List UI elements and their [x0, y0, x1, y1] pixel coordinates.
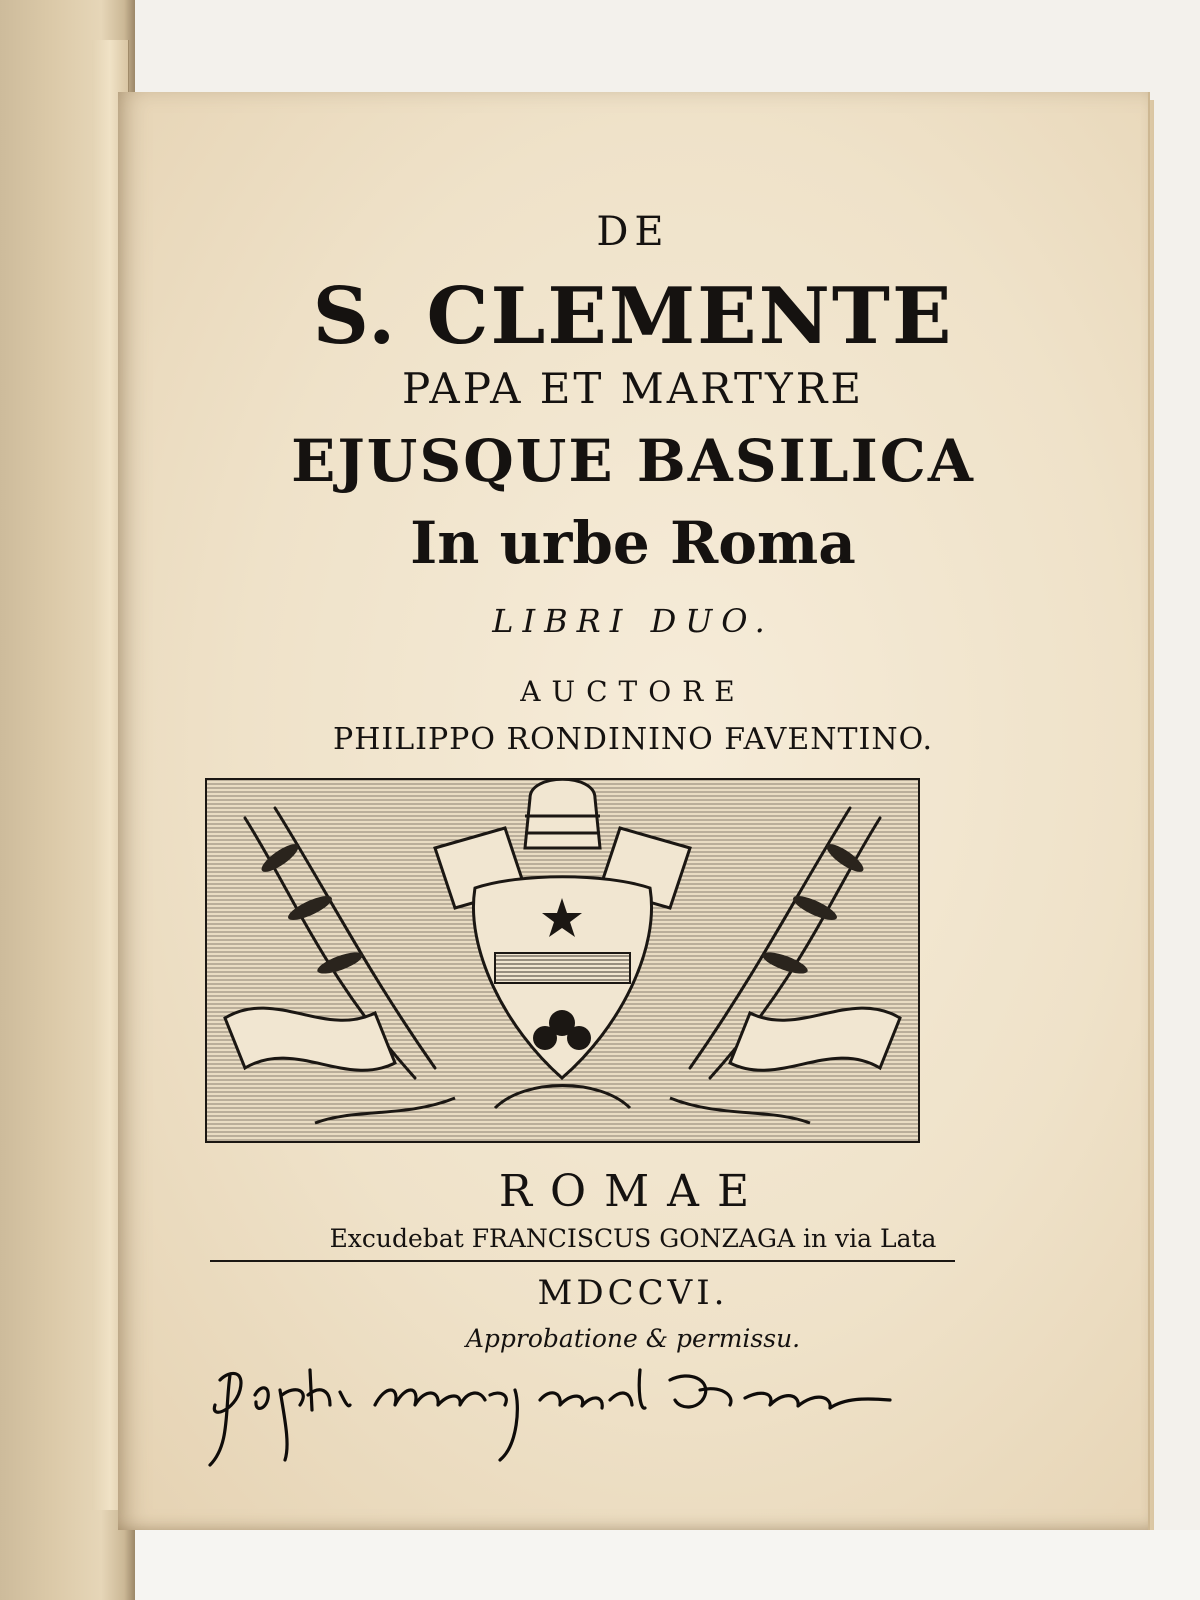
imprint-year: MDCCVI. — [537, 1273, 729, 1313]
title-line-de: DE — [596, 209, 670, 255]
title-line-ejusque: EJUSQUE BASILICA — [291, 427, 975, 495]
table-surface — [0, 1530, 1200, 1600]
title-line-urbe: In urbe Roma — [410, 509, 856, 577]
imprint-printer: Excudebat FRANCISCUS GONZAGA in via Lata — [329, 1224, 937, 1253]
imprint-city: ROMAE — [498, 1166, 768, 1217]
auctore-label: AUCTORE — [520, 675, 746, 708]
ownership-signature — [200, 1350, 900, 1480]
title-line-papa: PAPA ET MARTYRE — [401, 364, 865, 413]
imprint-rule — [210, 1260, 955, 1262]
title-line-clemente: S. CLEMENTE — [312, 271, 954, 362]
author-name: PHILIPPO RONDININO FAVENTINO. — [333, 722, 933, 757]
title-line-libri: LIBRI DUO. — [492, 602, 774, 640]
imprint-approval: Approbatione & permissu. — [465, 1324, 801, 1353]
papal-arms-vignette — [205, 778, 920, 1143]
